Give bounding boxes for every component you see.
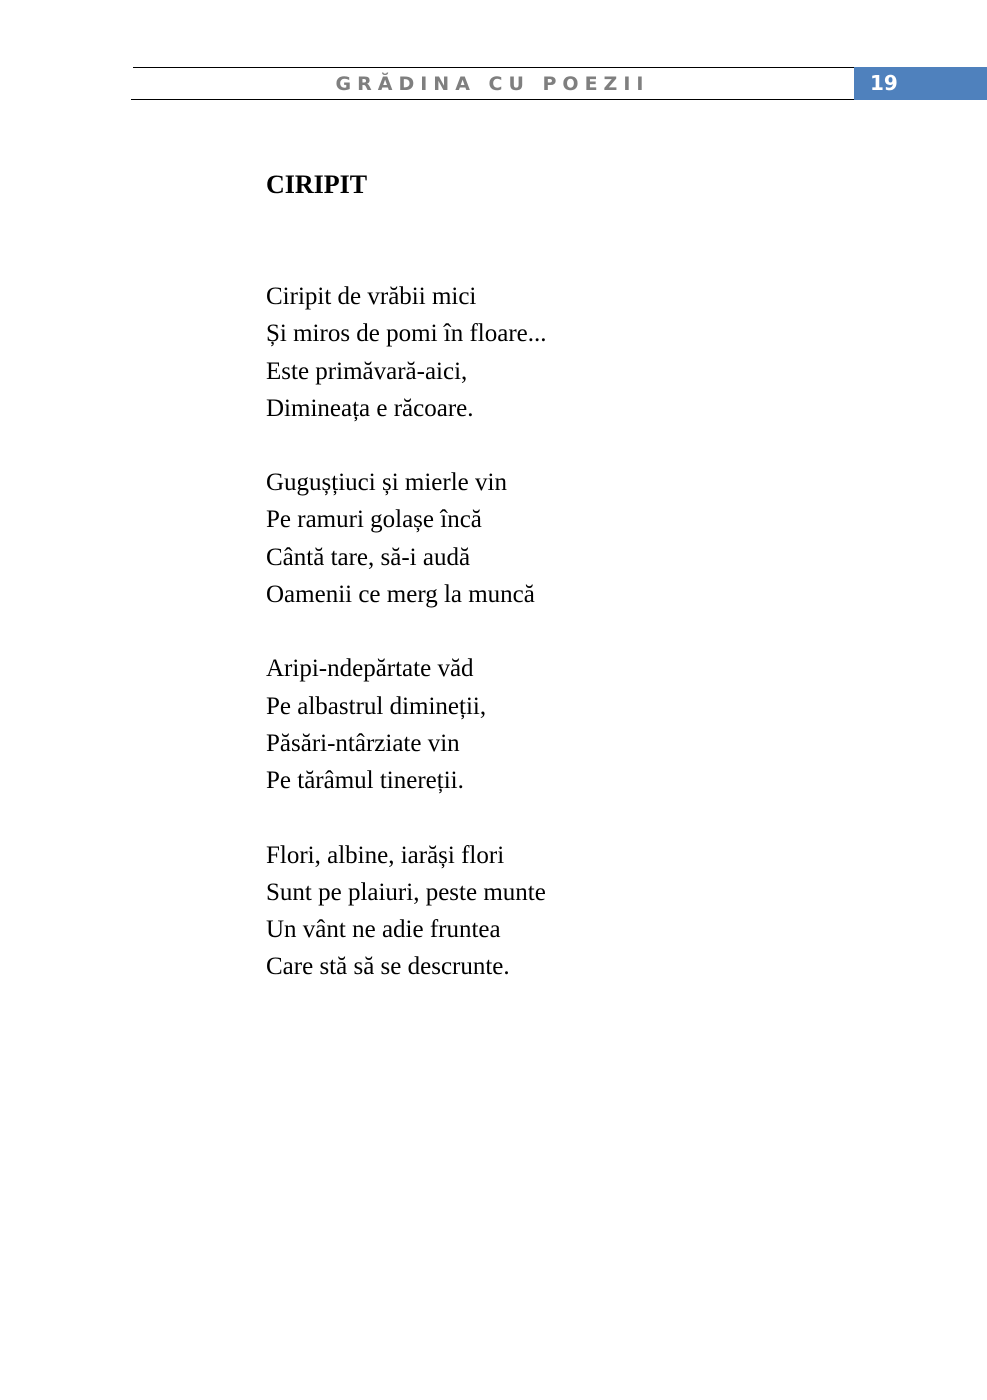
poem-line: Gugușțiuci și mierle vin [266, 469, 507, 497]
poem-line: Care stă să se descrunte. [266, 953, 510, 981]
header-bottom-rule [131, 99, 854, 100]
poem-body [266, 278, 866, 986]
poem [266, 166, 866, 1023]
poem-line: Dimineața e răcoare. [266, 394, 474, 422]
stanza-1 [266, 278, 866, 427]
book-title: GRĂDINA CU POEZII [335, 73, 650, 95]
page-number: 19 [870, 71, 898, 95]
poem-line: Ciripit de vrăbii mici [266, 283, 477, 310]
poem-title: CIRIPIT [266, 170, 368, 199]
header-top-rule [133, 67, 854, 68]
poem-line: Pe ramuri golașe încă [266, 506, 482, 534]
page-header [131, 67, 987, 101]
poem-line: Păsări-ntârziate vin [266, 729, 460, 757]
poem-line: Sunt pe plaiuri, peste munte [266, 878, 546, 906]
poem-line: Cântă tare, să-i audă [266, 543, 471, 571]
poem-line: Pe tărâmul tinereții. [266, 767, 464, 795]
poem-line: Oamenii ce merg la muncă [266, 581, 535, 609]
page-number-box [854, 67, 987, 100]
poem-line: Și miros de pomi în floare... [266, 320, 547, 348]
stanza-4 [266, 837, 866, 986]
poem-line: Aripi-ndepărtate văd [266, 655, 474, 683]
poem-line: Flori, albine, iarăși flori [266, 841, 505, 869]
poem-line: Este primăvară-aici, [266, 357, 468, 385]
stanza-3 [266, 650, 866, 799]
poem-line: Pe albastrul dimineții, [266, 692, 487, 720]
poem-line: Un vânt ne adie fruntea [266, 916, 501, 944]
stanza-2 [266, 464, 866, 613]
